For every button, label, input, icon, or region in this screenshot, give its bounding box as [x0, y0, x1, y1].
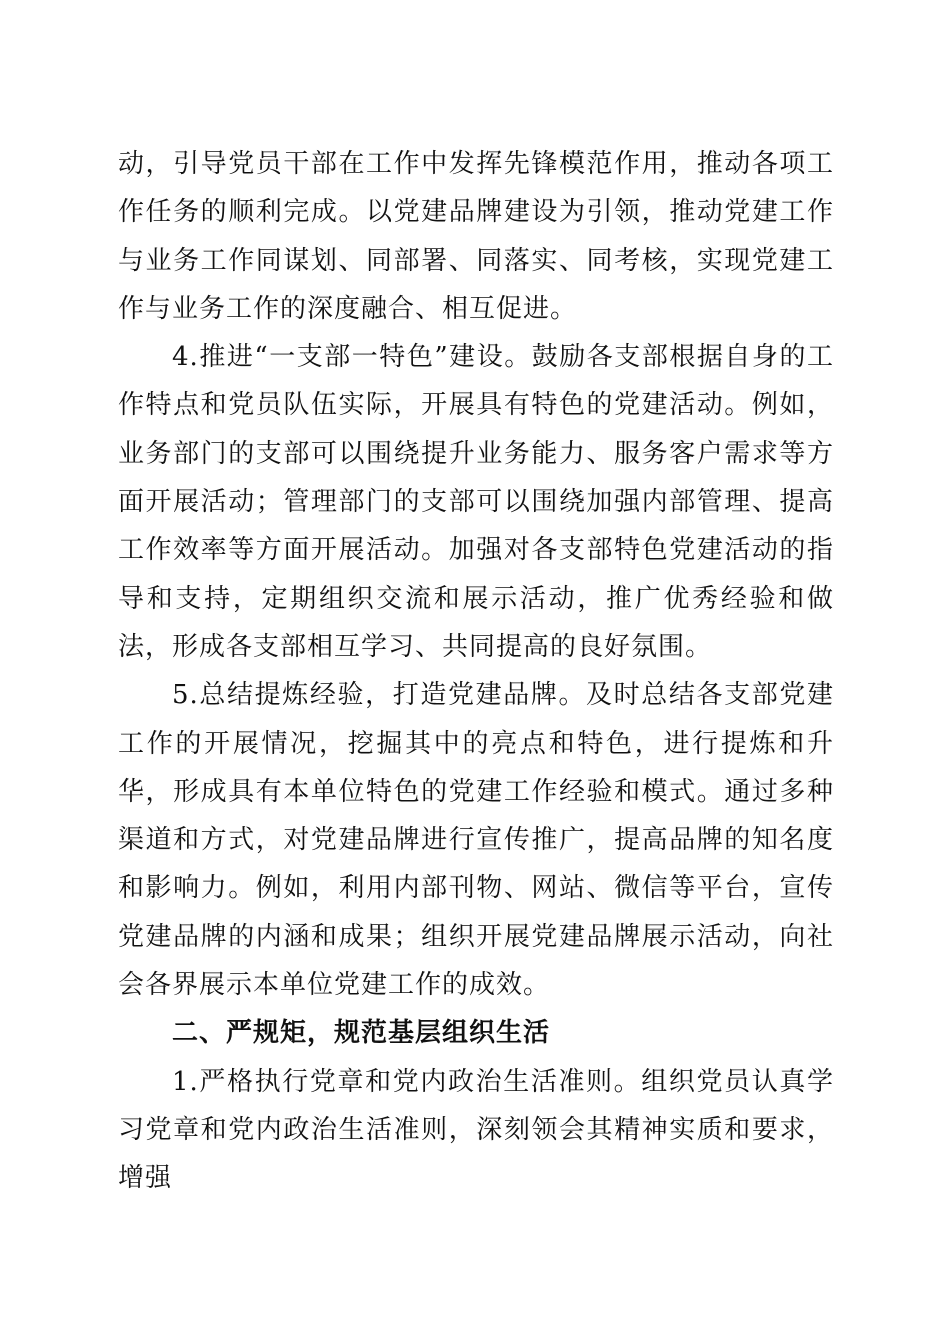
- section-heading: 二、严规矩，规范基层组织生活: [172, 1018, 551, 1049]
- paragraph-item-5: 5.总结提炼经验，打造党建品牌。及时总结各支部党建工作的开展情况，挖掘其中的亮点和特色，进行提炼和升华，形成具有本单位特色的党建工作经验和模式。通过多种渠道和方式，对党建品牌进行宣传推广，提高品牌的知名度和影响力。例如，利用内部刊物、网站、微信等平台，宣传党建品牌的内涵和成果；组织开展党建品牌展示活动，向社会各界展示本单位党建工作的成效。: [118, 680, 834, 1001]
- document-body: [118, 140, 834, 1203]
- paragraph-item-4: 4.推进“一支部一特色”建设。鼓励各支部根据自身的工作特点和党员队伍实际，开展具有特色的党建活动。例如，业务部门的支部可以围绕提升业务能力、服务客户需求等方面开展活动；管理部门的支部可以围绕加强内部管理、提高工作效率等方面开展活动。加强对各支部特色党建活动的指导和支持，定期组织交流和展示活动，推广优秀经验和做法，形成各支部相互学习、共同提高的良好氛围。: [118, 342, 834, 662]
- paragraph-item-1: 1.严格执行党章和党内政治生活准则。组织党员认真学习党章和党内政治生活准则，深刻领会其精神实质和要求，增强: [118, 1066, 834, 1194]
- paragraph-continuation: 动，引导党员干部在工作中发挥先锋模范作用，推动各项工作任务的顺利完成。以党建品牌建设为引领，推动党建工作与业务工作同谋划、同部署、同落实、同考核，实现党建工作与业务工作的深度融合、相互促进。: [118, 149, 834, 324]
